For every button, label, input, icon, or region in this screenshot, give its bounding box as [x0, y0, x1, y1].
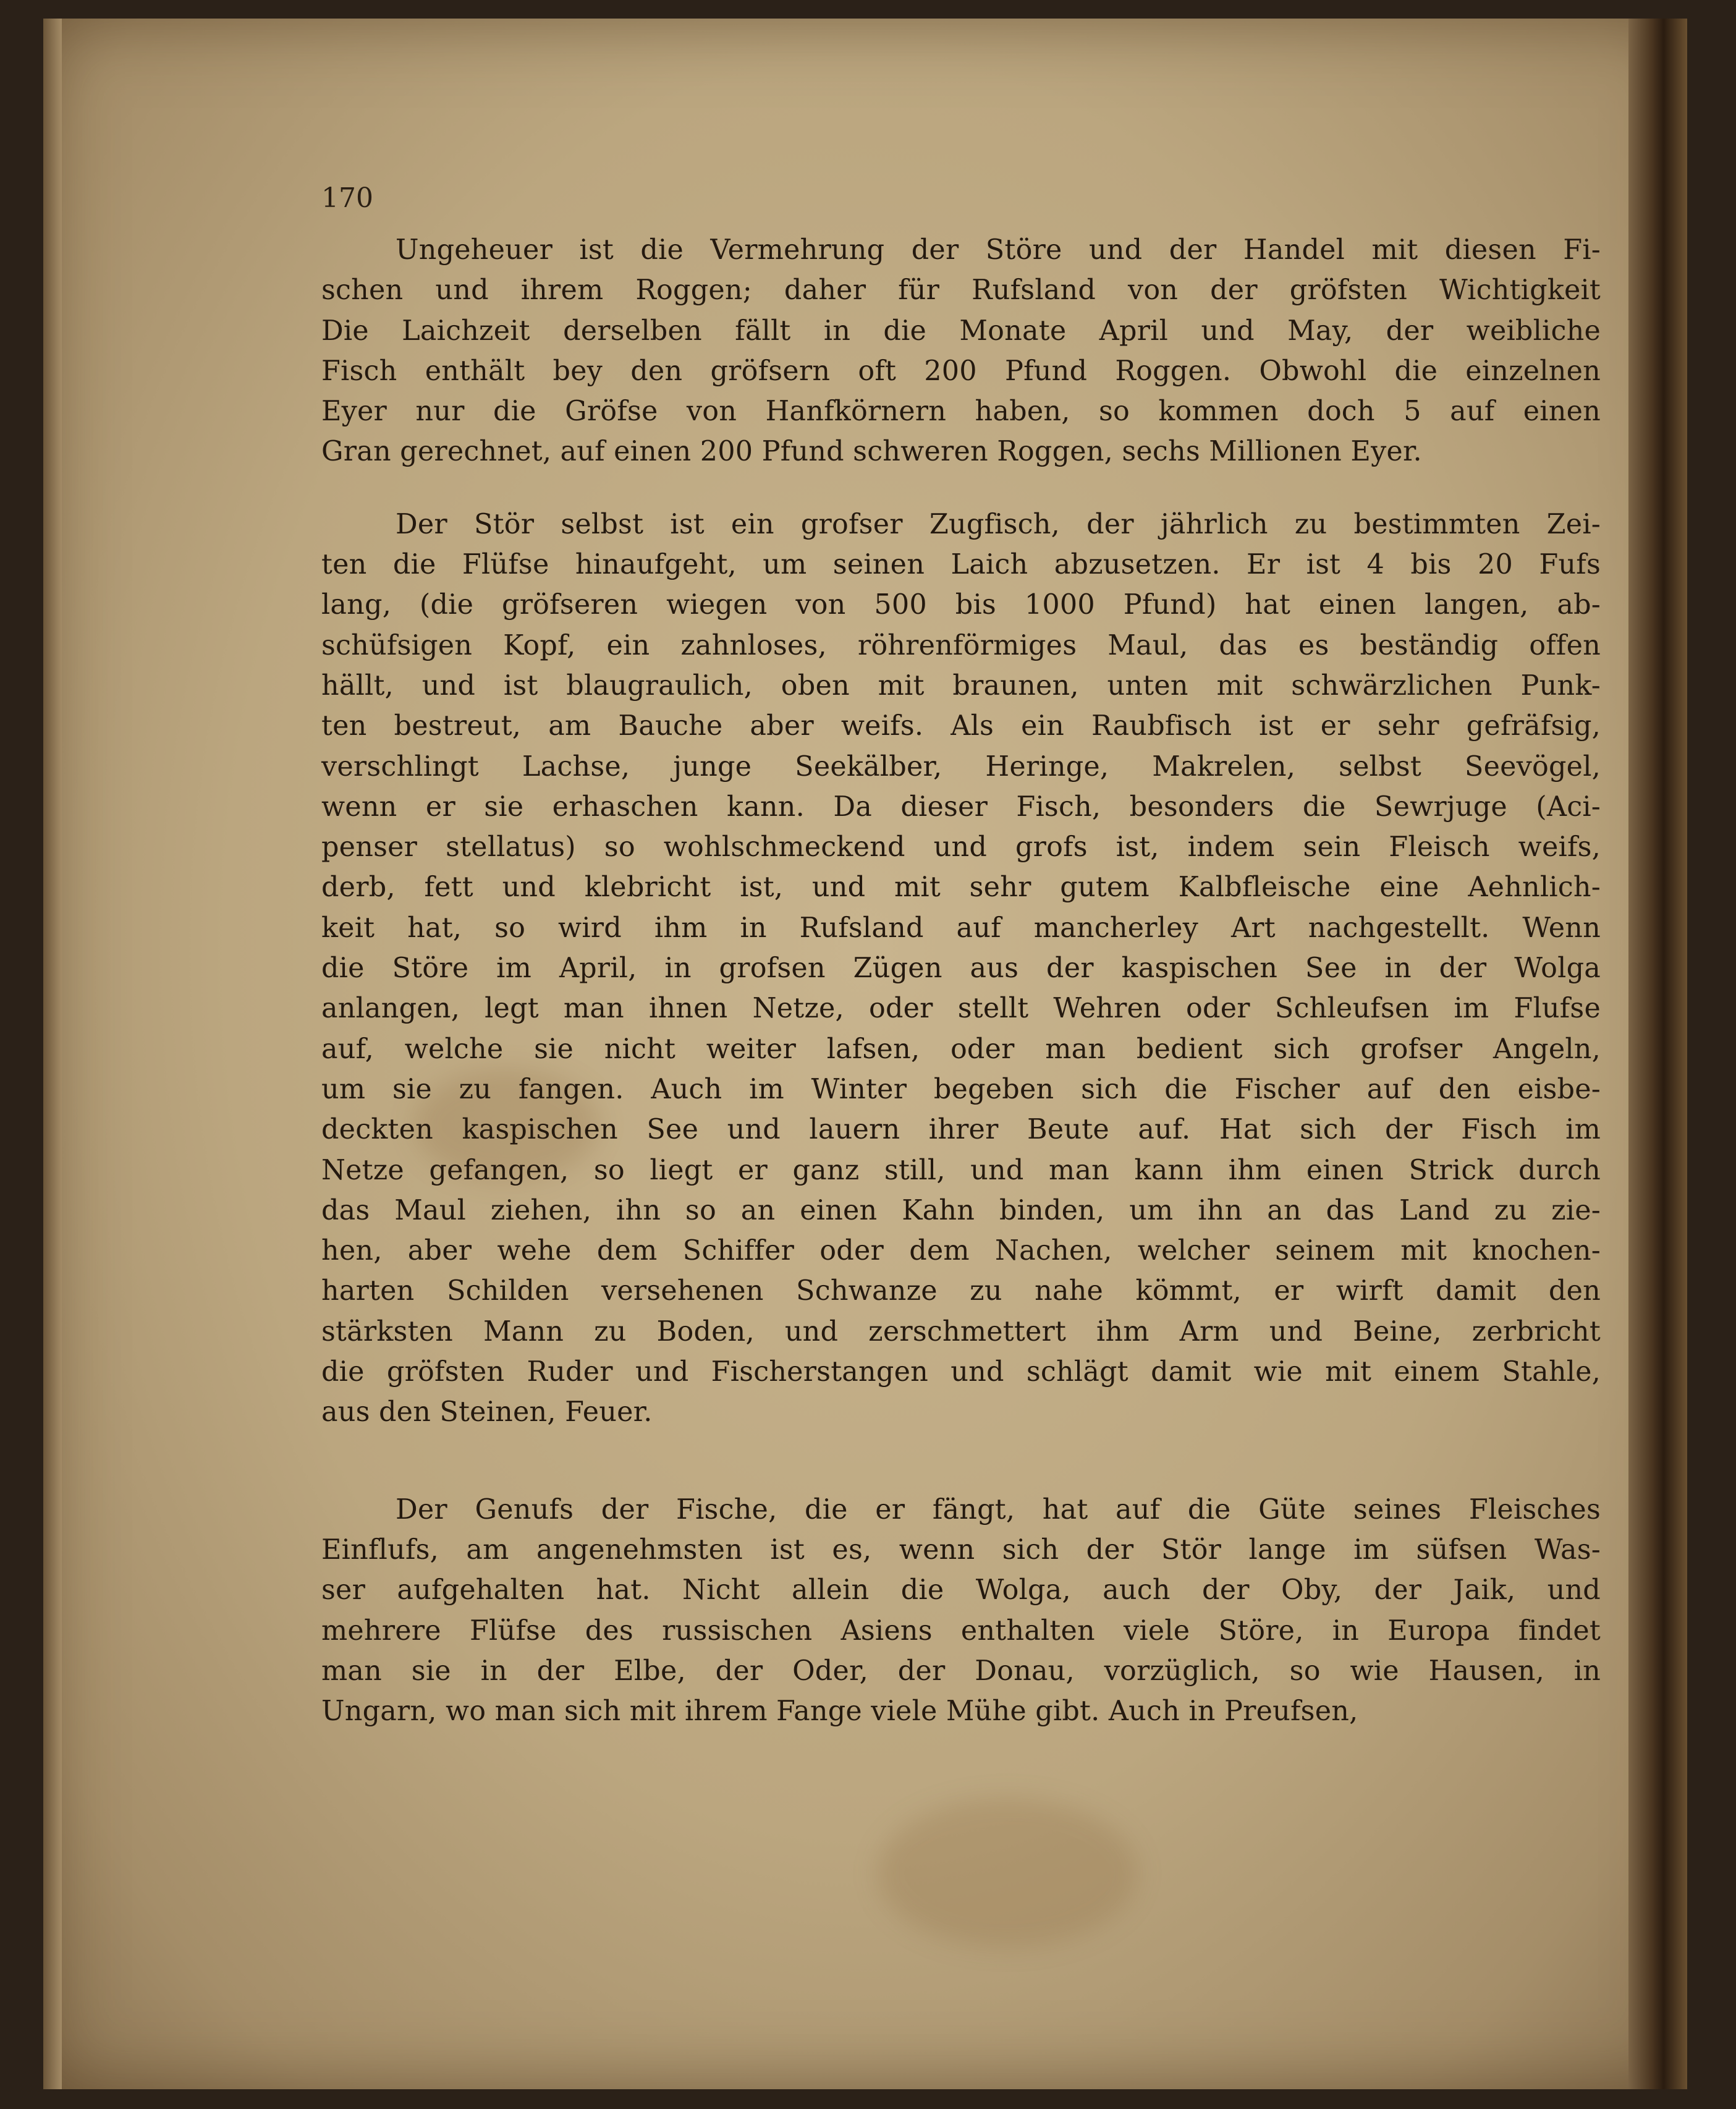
text-line: deckten kaspischen See und lauern ihrer Beute auf. Hat sich der Fisch im — [321, 1114, 1601, 1146]
text-line: stärksten Mann zu Boden, und zerschmettert ihm Arm und Beine, zerbricht — [321, 1315, 1601, 1347]
text-line: Die Laichzeit derselben fällt in die Monate April und May, der weibliche — [321, 315, 1601, 347]
text-line: ten bestreut, am Bauche aber weifs. Als ein Raubfisch ist er sehr gefräfsig, — [321, 710, 1601, 742]
text-line: wenn er sie erhaschen kann. Da dieser Fisch, besonders die Sewrjuge (Aci- — [321, 791, 1601, 823]
text-line: Ungeheuer ist die Vermehrung der Störe und der Handel mit diesen Fi- — [396, 234, 1601, 266]
text-line: Netze gefangen, so liegt er ganz still, und man kann ihm einen Strick durch — [321, 1154, 1601, 1186]
text-line: lang, (die gröfseren wiegen von 500 bis 1000 Pfund) hat einen langen, ab- — [321, 589, 1601, 621]
text-line: keit hat, so wird ihm in Rufsland auf mancherley Art nachgestellt. Wenn — [321, 912, 1601, 944]
paragraph — [321, 230, 1601, 472]
text-line: hen, aber wehe dem Schiffer oder dem Nachen, welcher seinem mit knochen- — [321, 1235, 1601, 1267]
text-line: Eyer nur die Gröfse von Hanfkörnern haben, so kommen doch 5 auf einen — [321, 396, 1601, 428]
paragraph — [321, 1490, 1601, 1732]
body-text — [321, 230, 1601, 1731]
text-line: Gran gerechnet, auf einen 200 Pfund schweren Roggen, sechs Millionen Eyer. — [321, 436, 1422, 468]
text-line: schen und ihrem Roggen; daher für Rufsland von der gröfsten Wichtigkeit — [321, 274, 1601, 307]
text-line: Ungarn, wo man sich mit ihrem Fange viele Mühe gibt. Auch in Preufsen, — [321, 1695, 1358, 1728]
text-line: man sie in der Elbe, der Oder, der Donau, vorzüglich, so wie Hausen, in — [321, 1655, 1601, 1687]
text-line: das Maul ziehen, ihn so an einen Kahn binden, um ihn an das Land zu zie- — [321, 1194, 1601, 1226]
text-line: Fisch enthält bey den gröfsern oft 200 Pfund Roggen. Obwohl die einzelnen — [321, 355, 1601, 387]
page-number: 170 — [321, 182, 373, 214]
text-line: ten die Flüfse hinaufgeht, um seinen Laich abzusetzen. Er ist 4 bis 20 Fufs — [321, 549, 1601, 581]
text-line: ser aufgehalten hat. Nicht allein die Wolga, auch der Oby, der Jaik, und — [321, 1574, 1601, 1606]
text-line: Der Genufs der Fische, die er fängt, hat auf die Güte seines Fleisches — [396, 1493, 1601, 1526]
stain — [878, 1799, 1137, 1947]
text-line: anlangen, legt man ihnen Netze, oder stellt Wehren oder Schleufsen im Flufse — [321, 993, 1601, 1025]
text-line: mehrere Flüfse des russischen Asiens enthalten viele Störe, in Europa findet — [321, 1615, 1601, 1647]
text-line: Der Stör selbst ist ein grofser Zugfisch, der jährlich zu bestimmten Zei- — [396, 508, 1601, 540]
text-line: die gröfsten Ruder und Fischerstangen und schlägt damit wie mit einem Stahle, — [321, 1356, 1601, 1388]
page-edge — [43, 19, 62, 2089]
text-line: schüfsigen Kopf, ein zahnloses, röhrenförmiges Maul, das es beständig offen — [321, 629, 1601, 661]
text-line: aus den Steinen, Feuer. — [321, 1396, 653, 1428]
book-gutter — [1628, 19, 1687, 2089]
text-line: penser stellatus) so wohlschmeckend und grofs ist, indem sein Fleisch weifs, — [321, 831, 1601, 864]
text-line: Einflufs, am angenehmsten ist es, wenn sich der Stör lange im süfsen Was- — [321, 1534, 1601, 1566]
text-line: hällt, und ist blaugraulich, oben mit braunen, unten mit schwärzlichen Punk- — [321, 669, 1601, 702]
text-line: auf, welche sie nicht weiter lafsen, oder man bedient sich grofser Angeln, — [321, 1033, 1601, 1065]
text-line: die Störe im April, in grofsen Zügen aus der kaspischen See in der Wolga — [321, 953, 1601, 985]
text-line: um sie zu fangen. Auch im Winter begeben sich die Fischer auf den eisbe- — [321, 1073, 1601, 1105]
paragraph — [321, 504, 1601, 1433]
text-line: harten Schilden versehenen Schwanze zu nahe kömmt, er wirft damit den — [321, 1275, 1601, 1307]
text-line: verschlingt Lachse, junge Seekälber, Heringe, Makrelen, selbst Seevögel, — [321, 750, 1601, 783]
text-line: derb, fett und klebricht ist, und mit sehr gutem Kalbfleische eine Aehnlich- — [321, 872, 1601, 904]
